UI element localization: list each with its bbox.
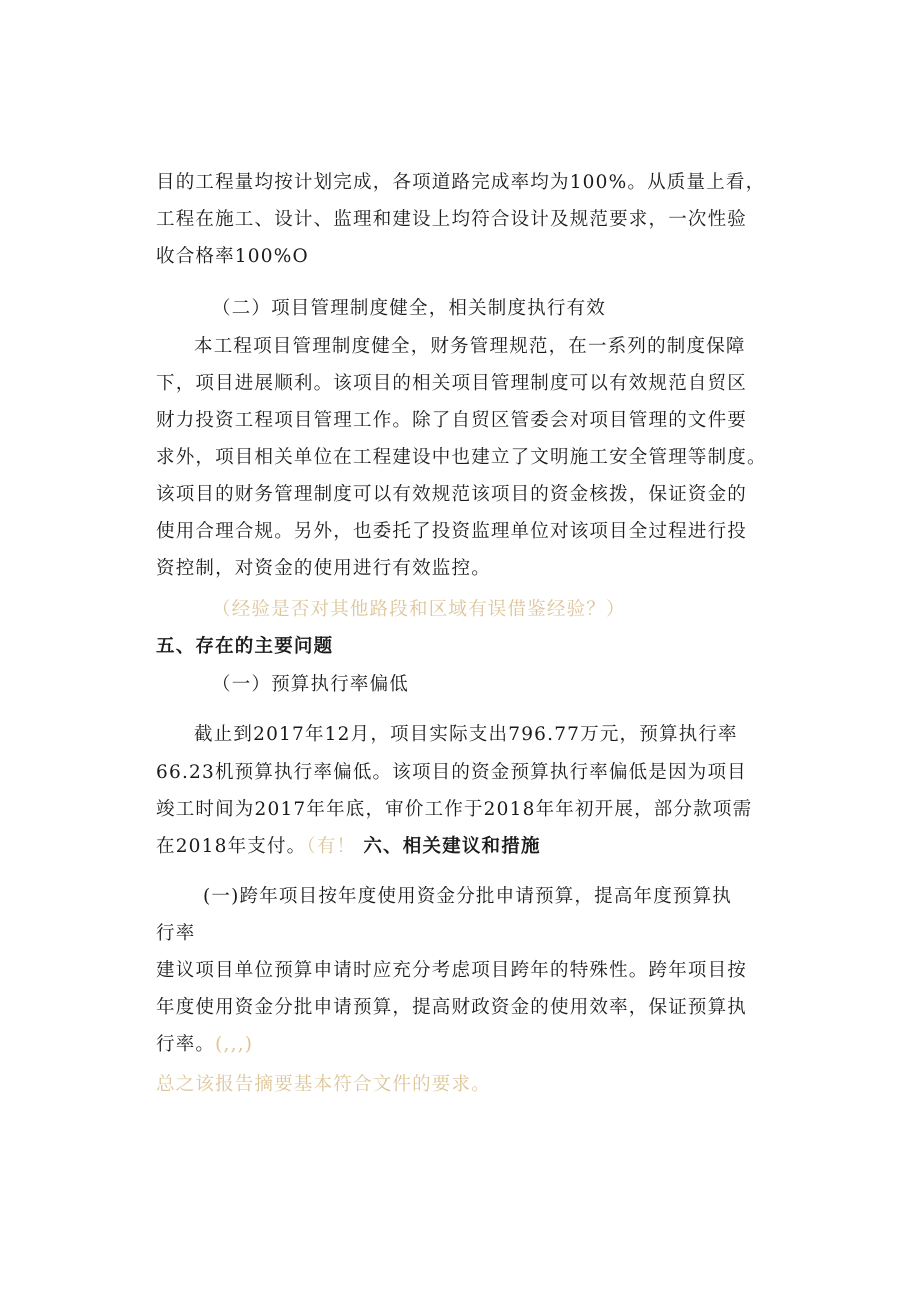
subsection-6-1-line-3 xyxy=(156,1032,253,1058)
subsection-2-line-7: 资控制，对资金的使用进行有效监控。 xyxy=(156,558,491,579)
subsection-2-line-4: 求外，项目相关单位在工程建设中也建立了文明施工安全管理等制度。 xyxy=(156,447,767,468)
subsection-5-1-last-line xyxy=(156,834,541,860)
section-6-heading: 六、相关建议和措施 xyxy=(363,836,541,857)
subsection-2-line-2: 下，项目进展顺利。该项目的相关项目管理制度可以有效规范自贸区 xyxy=(156,373,748,394)
subsection-2-heading: （二）项目管理制度健全，相关制度执行有效 xyxy=(212,298,607,319)
subsection-6-1-line-2: 年度使用资金分批申请预算，提高财政资金的使用效率，保证预算执 xyxy=(156,997,748,1018)
subsection-2-line-1: 本工程项目管理制度健全，财务管理规范，在一系列的制度保障 xyxy=(194,336,746,357)
subsection-2-line-5: 该项目的财务管理制度可以有效规范该项目的资金核拨，保证资金的 xyxy=(156,484,748,505)
subsection-5-1-heading: （一）预算执行率偏低 xyxy=(212,674,410,695)
subsection-5-1-line-1: 截止到2017年12月，项目实际支出796.77万元，预算执行率 xyxy=(194,724,738,745)
final-line-annotation: (,,,) xyxy=(215,1034,254,1055)
intro-line-2: 工程在施工、设计、监理和建设上均符合设计及规范要求，一次性验 xyxy=(156,209,748,230)
subsection-6-1-heading-line-2: 行率 xyxy=(156,923,196,944)
subsection-6-1-heading-line-1: (一)跨年项目按年度使用资金分批申请预算，提高年度预算执 xyxy=(203,886,733,907)
intro-line-3: 收合格率100%O xyxy=(156,246,309,267)
subsection-6-1-line-1: 建议项目单位预算申请时应充分考虑项目跨年的特殊性。跨年项目按 xyxy=(156,960,748,981)
subsection-2-line-3: 财力投资工程项目管理工作。除了自贸区管委会对项目管理的文件要 xyxy=(156,410,748,431)
last-line-text: 在2018年支付。 xyxy=(156,836,307,857)
subsection-5-1-line-2: 66.23机预算执行率偏低。该项目的资金预算执行率偏低是因为项目 xyxy=(156,762,747,783)
section-5-heading: 五、存在的主要问题 xyxy=(156,636,334,657)
final-line-text: 行率。 xyxy=(156,1034,216,1055)
summary-annotation: 总之该报告摘要基本符合文件的要求。 xyxy=(156,1074,491,1095)
subsection-5-1-line-3: 竣工时间为2017年年底，审价工作于2018年年初开展，部分款项需 xyxy=(156,799,753,820)
annotation-experience: （经验是否对其他路段和区域有误借鉴经验？） xyxy=(212,599,626,620)
last-line-annotation: （有！ xyxy=(306,836,357,857)
intro-line-1: 目的工程量均按计划完成，各项道路完成率均为100%。从质量上看， xyxy=(156,172,766,193)
subsection-2-line-6: 使用合理合规。另外，也委托了投资监理单位对该项目全过程进行投 xyxy=(156,521,748,542)
